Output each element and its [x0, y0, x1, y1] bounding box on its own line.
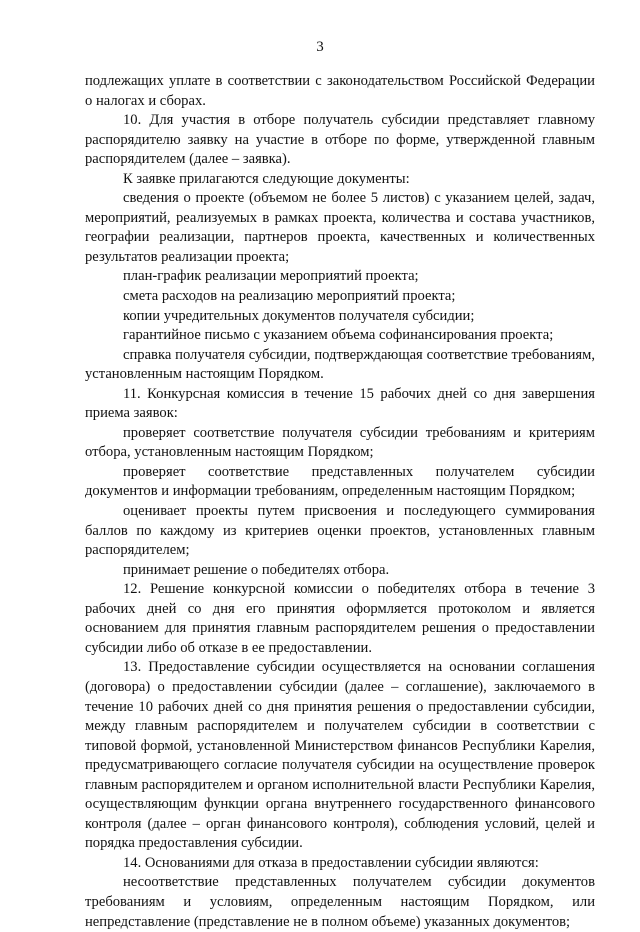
page-number: 3	[316, 39, 324, 55]
list-item: копии учредительных документов получателя субсидии;	[123, 307, 475, 324]
list-item: несоответствие представленных получателем субсидии документов требованиям и условиям, определенным настоящим Порядком, или непредставление (представление не в полном объеме) указанных документов;	[85, 874, 595, 930]
list-item: смета расходов на реализацию мероприятий проекта;	[123, 288, 456, 305]
paragraph-item-13: 13. Предоставление субсидии осуществляется на основании соглашения (договора) о предоставлении субсидии (далее – соглашение), заключаемого в течение 10 рабочих дней со дня принятия решения о предоставлении субсидии, между главным распорядителем и получателем субсидии в соответствии с типовой формой, установленной Министерством финансов Республики Карелия, предусматривающего согласие получателя субсидии на осуществление проверок главным распорядителем и органом исполнительной власти Республики Карелия, осуществляющим функции органа внутреннего государственного финансового контроля (далее – орган финансового контроля), соблюдения условий, целей и порядка предоставления субсидии.	[85, 659, 595, 852]
paragraph: подлежащих уплате в соответствии с законодательством Российской Федерации о налогах и сборах.	[85, 73, 595, 109]
list-item: проверяет соответствие представленных получателем субсидии документов и информации требованиям, определенным настоящим Порядком;	[85, 463, 595, 500]
paragraph: К заявке прилагаются следующие документы:	[123, 170, 410, 187]
list-item: сведения о проекте (объемом не более 5 листов) с указанием целей, задач, мероприятий, реализуемых в рамках проекта, количества и состава участников, географии реализации, партнеров проекта, качественных и количественных результатов реализации проекта;	[85, 190, 595, 265]
list-item: проверяет соответствие получателя субсидии требованиям и критериям отбора, установленным настоящим Порядком;	[85, 424, 595, 461]
list-item: справка получателя субсидии, подтверждающая соответствие требованиям, установленным настоящим Порядком.	[85, 346, 595, 383]
list-item: гарантийное письмо с указанием объема софинансирования проекта;	[123, 327, 554, 344]
document-body	[85, 72, 595, 932]
paragraph-item-11: 11. Конкурсная комиссия в течение 15 рабочих дней со дня завершения приема заявок:	[85, 385, 595, 422]
paragraph-item-14: 14. Основаниями для отказа в предоставлении субсидии являются:	[123, 854, 539, 871]
list-item: план-график реализации мероприятий проекта;	[123, 268, 419, 285]
list-item: принимает решение о победителях отбора.	[123, 561, 390, 578]
paragraph-item-10: 10. Для участия в отборе получатель субсидии представляет главному распорядителю заявку на участие в отборе по форме, утвержденной главным распорядителем (далее – заявка).	[85, 112, 595, 168]
paragraph-item-12: 12. Решение конкурсной комиссии о победителях отбора в течение 3 рабочих дней со дня его принятия оформляется протоколом и является основанием для принятия главным распорядителем решения о предоставлении субсидии либо об отказе в ее предоставлении.	[85, 581, 595, 656]
list-item: оценивает проекты путем присвоения и последующего суммирования баллов по каждому из критериев оценки проектов, установленных главным распорядителем;	[85, 503, 595, 559]
